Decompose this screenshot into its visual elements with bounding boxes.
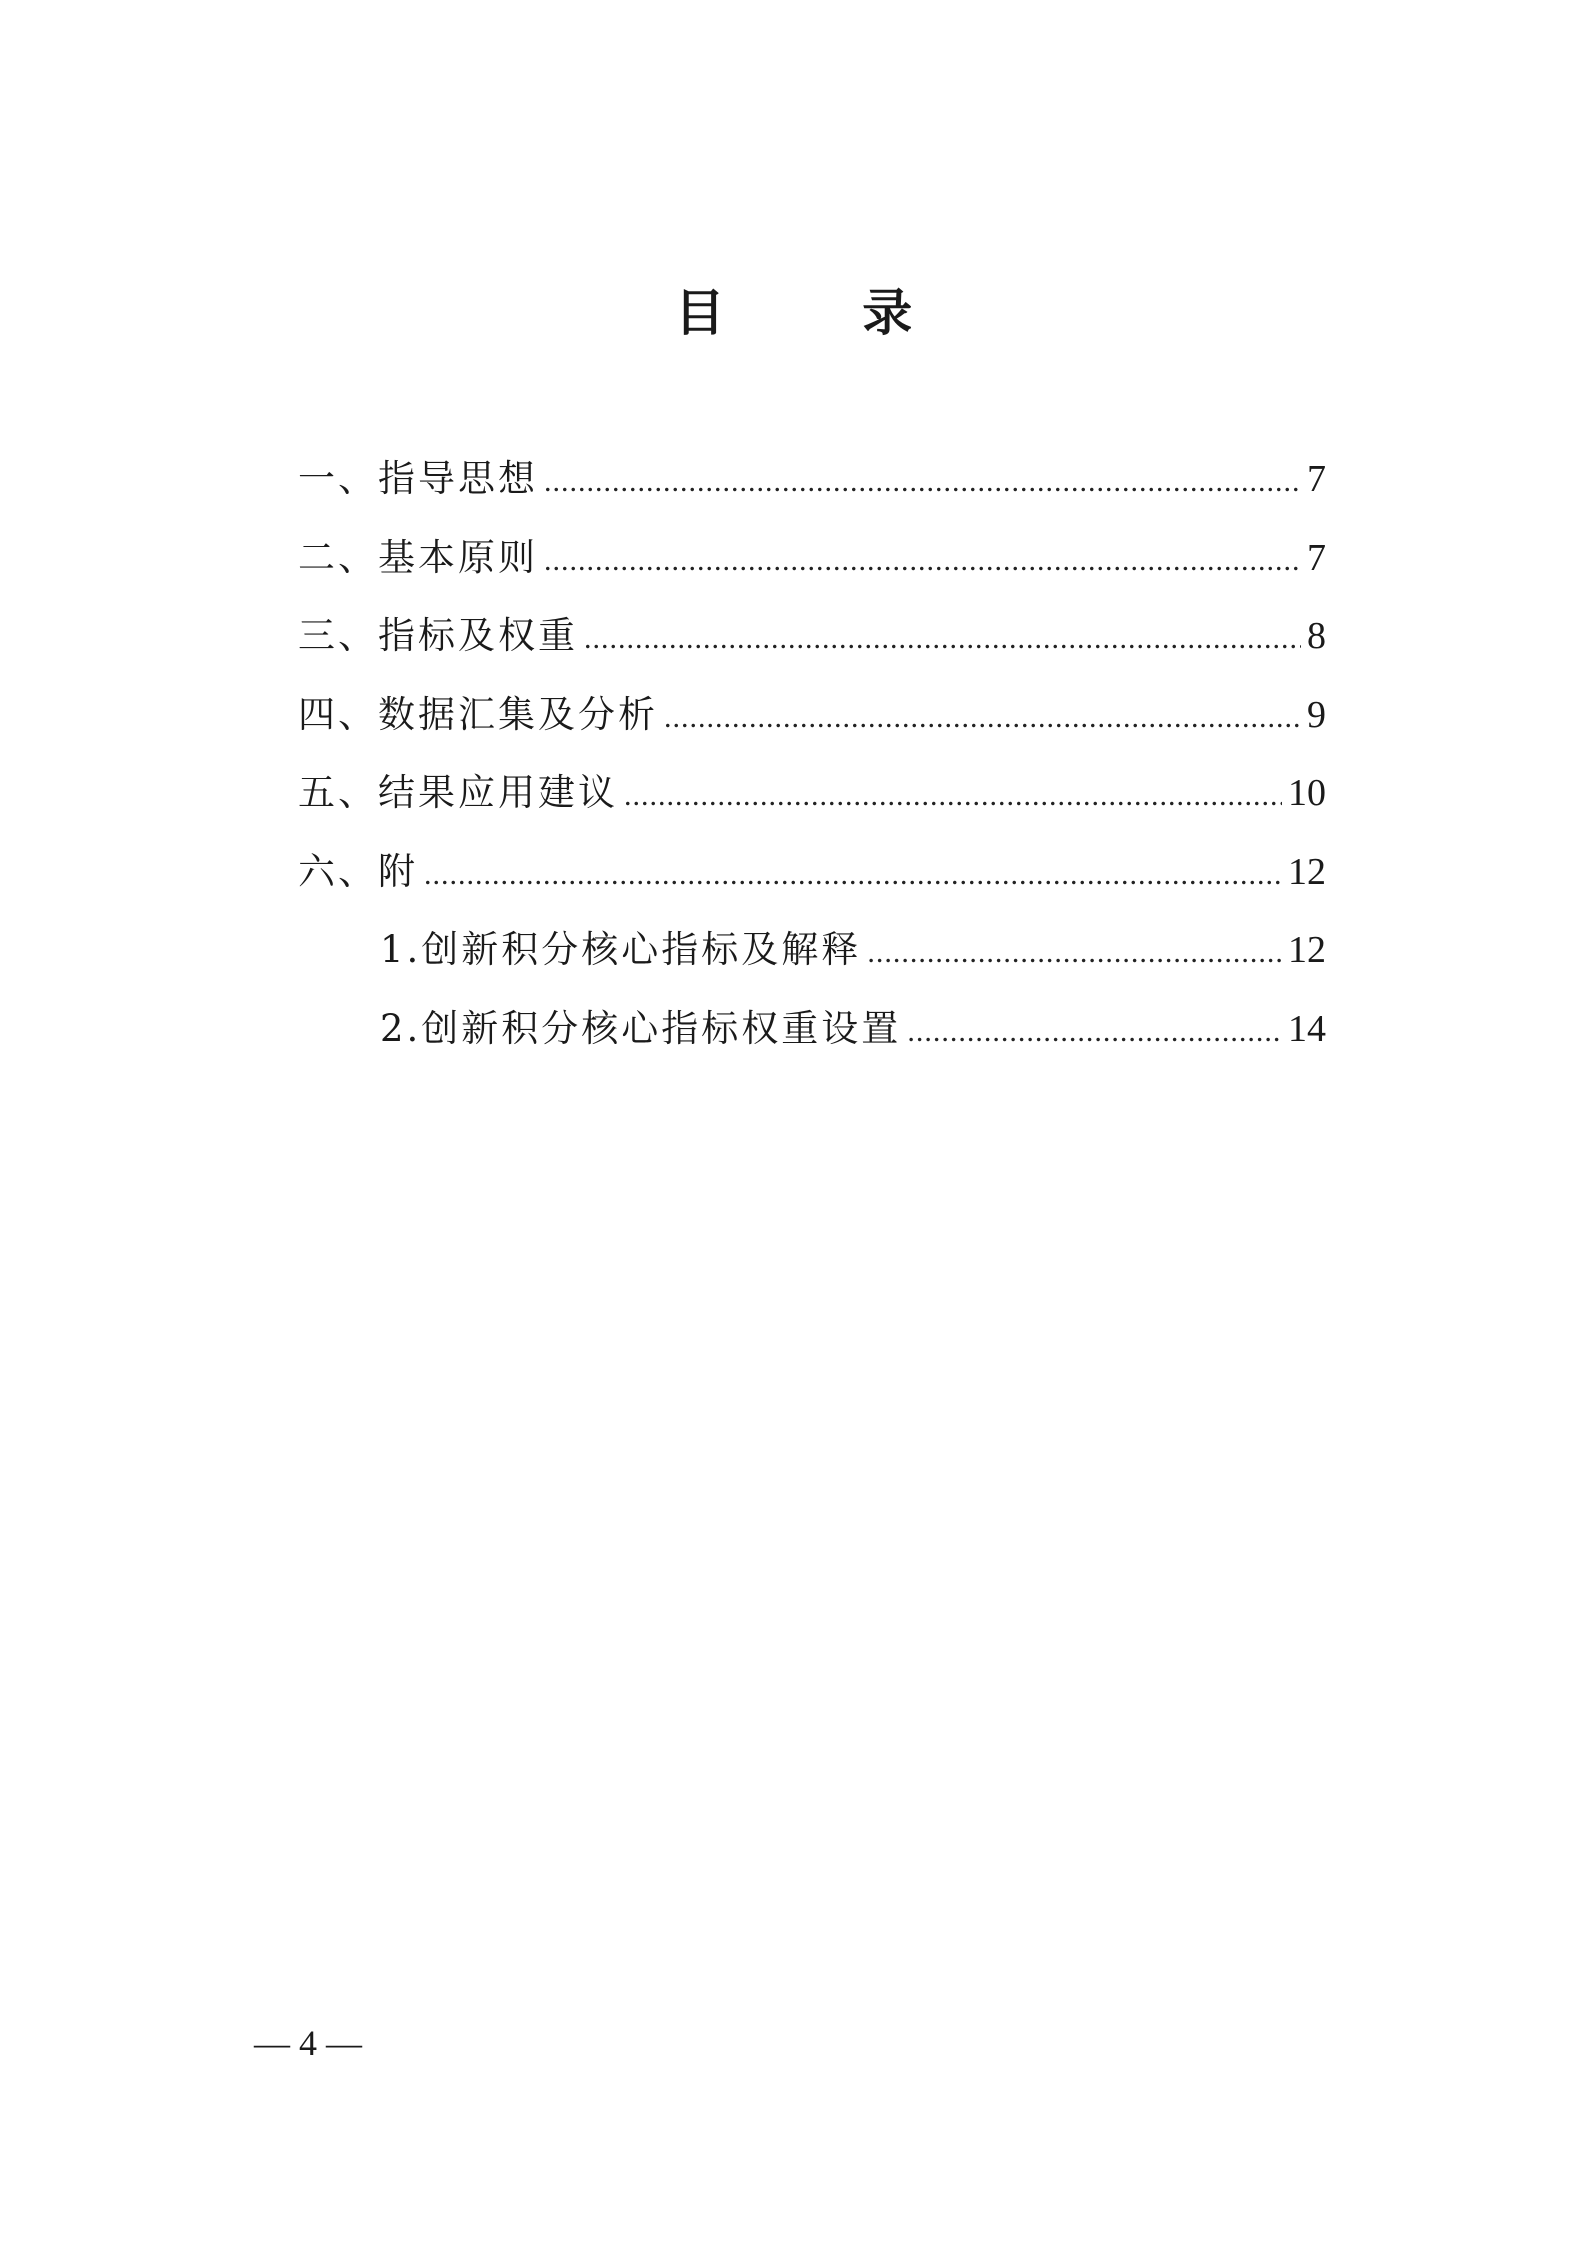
toc-subentry[interactable] (298, 990, 1326, 1069)
toc-dot-leader (424, 836, 1282, 915)
page-number: — 4 — (254, 2023, 362, 2063)
toc-dot-leader (624, 757, 1282, 836)
page-title: 目 录 (674, 284, 973, 342)
toc-dot-leader (544, 522, 1301, 601)
toc-entry-label: 一、指导思想 (298, 457, 538, 500)
toc-entry-page: 7 (1307, 458, 1326, 500)
toc-entry[interactable] (298, 440, 1326, 519)
toc-entry[interactable] (298, 754, 1326, 833)
toc-entry-page: 8 (1307, 615, 1326, 657)
toc-entry-label: 二、基本原则 (298, 535, 538, 579)
toc-dot-leader (867, 914, 1282, 993)
toc-subentry-page: 12 (1288, 929, 1326, 971)
toc-entry-page: 9 (1307, 693, 1326, 736)
toc-entry-page: 7 (1307, 536, 1326, 579)
toc-dot-leader (584, 600, 1301, 679)
toc-entry-label: 四、数据汇集及分析 (298, 692, 658, 736)
toc-entry[interactable] (298, 519, 1326, 598)
toc-entry-label: 六、附 (298, 849, 418, 893)
toc-subentry-label: 1.创新积分核心指标及解释 (380, 928, 862, 971)
table-of-contents (298, 440, 1326, 1068)
toc-entry-page: 10 (1288, 772, 1326, 814)
toc-entry-label: 五、结果应用建议 (298, 771, 618, 814)
toc-subentry[interactable] (298, 911, 1326, 990)
toc-entry[interactable] (298, 833, 1326, 912)
toc-subentry-page: 14 (1288, 1007, 1326, 1050)
toc-dot-leader (544, 443, 1301, 522)
toc-entry[interactable] (298, 676, 1326, 755)
toc-dot-leader (664, 679, 1301, 758)
toc-dot-leader (907, 993, 1282, 1072)
toc-entry-label: 三、指标及权重 (298, 614, 578, 657)
toc-entry-page: 12 (1288, 850, 1326, 893)
toc-entry[interactable] (298, 597, 1326, 676)
toc-subentry-label: 2.创新积分核心指标权重设置 (380, 1006, 902, 1050)
